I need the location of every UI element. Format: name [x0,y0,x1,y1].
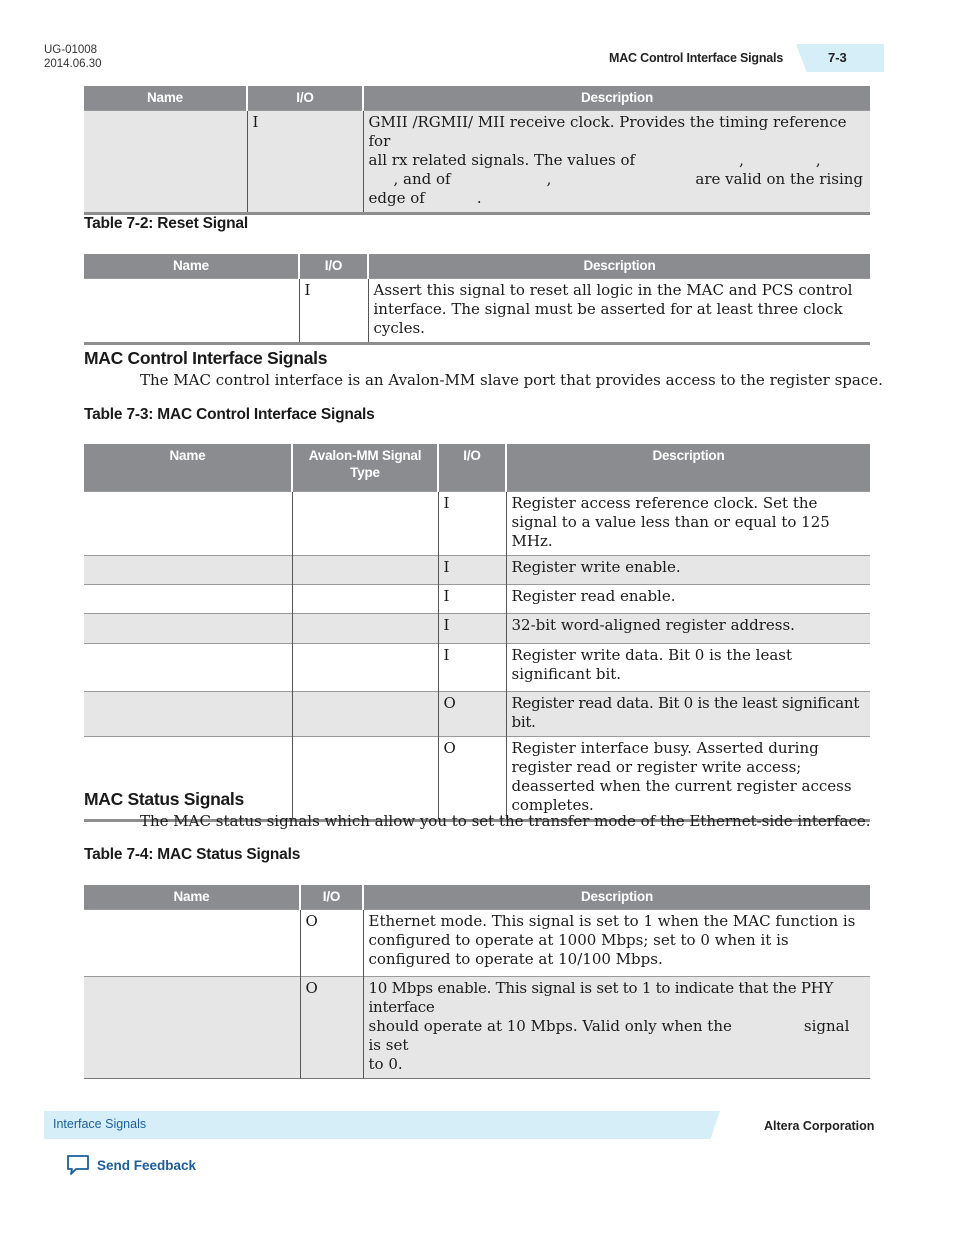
desc-line: Assert this signal to reset all logic in the MAC and PCS control [373,281,853,299]
cell-signal-type [292,691,438,736]
cell-io: I [438,613,506,643]
section-paragraph: The MAC status signals which allow you to set the transfer mode of the Ethernet-side interface. [140,812,871,830]
cell-io: I [438,643,506,691]
col-header-name: Name [84,254,299,279]
table-header-row [84,444,870,491]
cell-io: I [438,555,506,584]
table-caption: Table 7-3: MAC Control Interface Signals [84,406,375,423]
cell-name [84,691,292,736]
table-row [84,555,870,584]
cell-name [84,279,299,344]
cell-signal-type [292,584,438,613]
col-header-name: Name [84,885,300,910]
speech-bubble-icon [66,1154,90,1176]
table-mac-control-signals [84,444,870,822]
col-header-description: Description [506,444,870,491]
table-row [84,111,870,214]
col-header-io: I/O [438,444,506,491]
cell-name [84,977,300,1079]
table-caption: Table 7-2: Reset Signal [84,215,248,232]
table-row [84,643,870,691]
cell-description: Register write enable. [506,555,870,584]
table-caption: Table 7-4: MAC Status Signals [84,846,301,863]
doc-id-block [44,43,102,71]
col-header-io: I/O [247,86,363,111]
table-reset-signal [84,254,870,345]
doc-date: 2014.06.30 [44,58,102,70]
cell-description: Register read data. Bit 0 is the least significant bit. [506,691,870,736]
table-row [84,691,870,736]
desc-line: 10 Mbps enable. This signal is set to 1 to indicate that the PHY interface [368,979,834,1016]
col-header-name: Name [84,444,292,491]
table-header-row [84,254,870,279]
col-header-description: Description [368,254,870,279]
table-row [84,910,870,977]
col-header-description: Description [363,86,870,111]
footer-chapter-link[interactable]: Interface Signals [53,1117,147,1131]
cell-description: 32-bit word-aligned register address. [506,613,870,643]
cell-name [84,491,292,555]
cell-description: Register access reference clock. Set the signal to a value less than or equal to 125 MHz. [506,491,870,555]
table-mac-status-signals [84,885,870,1079]
col-header-description: Description [363,885,870,910]
page-number: 7-3 [828,50,847,65]
table-row [84,279,870,344]
table-header-row [84,86,870,111]
cell-name [84,910,300,977]
table-row [84,613,870,643]
cell-description [363,111,870,214]
cell-description: Ethernet mode. This signal is set to 1 when the MAC function is configured to operate at 1000 Mbps; set to 0 when it is configured to operate at 10/100 Mbps. [363,910,870,977]
col-header-io: I/O [299,254,368,279]
desc-line: edge of . [368,189,482,207]
cell-name [84,613,292,643]
cell-name [84,584,292,613]
table-continued [84,86,870,215]
cell-signal-type [292,491,438,555]
cell-io: O [438,691,506,736]
cell-io: O [300,977,363,1079]
desc-line: to 0. [368,1055,403,1073]
table-header-row [84,885,870,910]
cell-description [368,279,870,344]
table-row [84,491,870,555]
cell-io: I [299,279,368,344]
cell-name [84,111,247,214]
cell-io: I [438,491,506,555]
cell-io: O [300,910,363,977]
cell-signal-type [292,613,438,643]
running-header-title: MAC Control Interface Signals [609,51,784,65]
desc-line: all rx related signals. The values of , , [368,151,821,169]
cell-signal-type [292,643,438,691]
cell-io: I [438,584,506,613]
cell-io: I [247,111,363,214]
cell-name [84,643,292,691]
cell-signal-type [292,555,438,584]
desc-line: should operate at 10 Mbps. Valid only when the signal is set [368,1017,850,1054]
cell-name [84,555,292,584]
col-header-io: I/O [300,885,363,910]
section-paragraph: The MAC control interface is an Avalon-MM slave port that provides access to the register space. [140,371,883,389]
section-heading: MAC Control Interface Signals [84,348,328,368]
cell-description: Register write data. Bit 0 is the least significant bit. [506,643,870,691]
desc-line: GMII /RGMII/ MII receive clock. Provides the timing reference for [368,113,847,150]
send-feedback-link[interactable] [66,1154,196,1176]
send-feedback-label: Send Feedback [97,1157,197,1173]
cell-description: Register interface busy. Asserted during register read or register write access; deasserted when the current register access completes. [506,736,870,820]
cell-description: Register read enable. [506,584,870,613]
footer-company: Altera Corporation [764,1119,875,1133]
col-header-signal-type: Avalon-MM Signal Type [292,444,438,491]
col-header-name: Name [84,86,247,111]
cell-io: O [438,736,506,820]
cell-signal-type [292,736,438,820]
desc-line: , and of , are valid on the rising [393,170,864,188]
section-heading: MAC Status Signals [84,789,244,809]
cell-description [363,977,870,1079]
desc-line: interface. The signal must be asserted for at least three clock cycles. [373,300,843,337]
table-row [84,977,870,1079]
doc-id: UG-01008 [44,44,98,56]
table-row [84,584,870,613]
